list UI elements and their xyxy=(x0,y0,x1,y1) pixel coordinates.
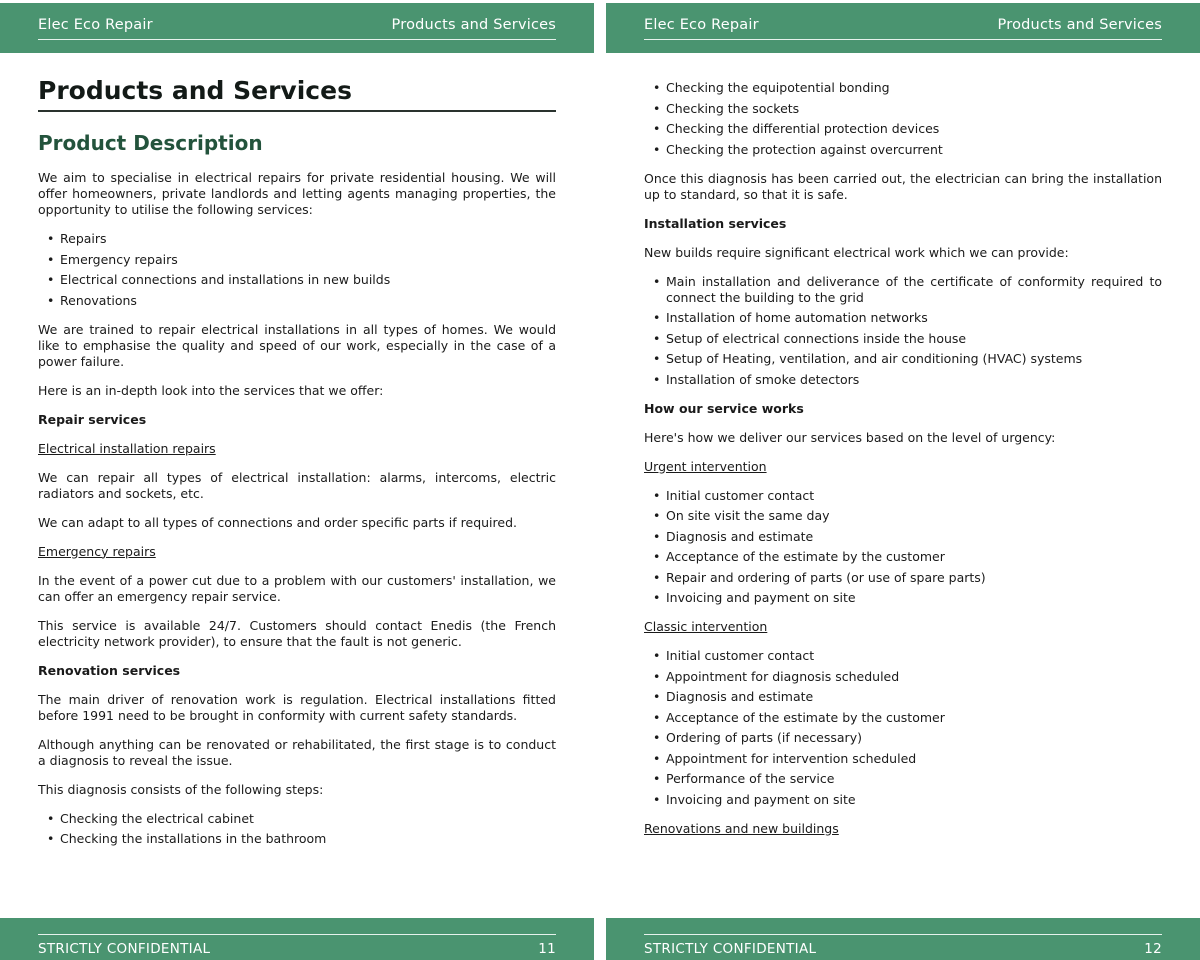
classic-intervention-heading: Classic intervention xyxy=(644,619,768,634)
header-company: Elec Eco Repair xyxy=(644,17,759,33)
list-item: • Diagnosis and estimate xyxy=(644,529,1162,545)
electrical-repairs-paragraph: We can repair all types of electrical installation: alarms, intercoms, electric radiators and sockets, etc. xyxy=(38,469,556,501)
renovation-services-heading: Renovation services xyxy=(38,662,181,678)
urgent-intervention-heading: Urgent intervention xyxy=(644,458,767,474)
list-item: • Checking the installations in the bathroom xyxy=(38,831,556,847)
regulation-paragraph: The main driver of renovation work is regulation. Electrical installations fitted before 1991 need to be brought in conformity with current safety standards. xyxy=(38,691,556,723)
page-11 xyxy=(0,0,594,960)
page-number: 12 xyxy=(1144,941,1162,957)
page-number: 11 xyxy=(538,941,556,957)
emergency-paragraph: In the event of a power cut due to a problem with our customers' installation, we can offer an emergency repair service. xyxy=(38,572,556,604)
header-section: Products and Services xyxy=(391,17,556,33)
electrical-repairs-heading: Electrical installation repairs xyxy=(38,440,216,456)
page-footer xyxy=(606,918,1200,960)
adapt-paragraph: We can adapt to all types of connections and order specific parts if required. xyxy=(38,514,517,530)
list-item: • Invoicing and payment on site xyxy=(644,792,1162,808)
page-gutter xyxy=(594,0,606,960)
header-company: Elec Eco Repair xyxy=(38,17,153,33)
list-item: • Appointment for diagnosis scheduled xyxy=(644,669,1162,685)
installation-list xyxy=(644,274,1162,388)
trained-paragraph: We are trained to repair electrical installations in all types of homes. We would like to emphasise the quality and speed of our work, especially in the case of a power failure. xyxy=(38,321,556,369)
list-item: • On site visit the same day xyxy=(644,508,1162,524)
page-header xyxy=(606,3,1200,53)
after-diagnosis-paragraph: Once this diagnosis has been carried out, the electrician can bring the installation up to standard, so that it is safe. xyxy=(644,170,1162,202)
diagnosis-intro-paragraph: This diagnosis consists of the following steps: xyxy=(38,781,324,797)
renovations-new-buildings-heading: Renovations and new buildings xyxy=(644,820,839,836)
list-item: • Main installation and deliverance of the certificate of conformity required to connect the building to the grid xyxy=(644,274,1162,306)
how-service-works-heading: How our service works xyxy=(644,400,804,416)
list-item: • Checking the equipotential bonding xyxy=(644,80,1162,96)
page-header xyxy=(0,3,594,53)
availability-paragraph: This service is available 24/7. Customers should contact Enedis (the French electricity network provider), to ensure that the fault is not generic. xyxy=(38,617,556,649)
list-item: • Performance of the service xyxy=(644,771,1162,787)
list-item: • Acceptance of the estimate by the customer xyxy=(644,710,1162,726)
how-intro-paragraph: Here's how we deliver our services based on the level of urgency: xyxy=(644,429,1056,445)
list-item: • Emergency repairs xyxy=(38,252,556,268)
diagnosis-stage-paragraph: Although anything can be renovated or rehabilitated, the first stage is to conduct a diagnosis to reveal the issue. xyxy=(38,736,556,768)
classic-list xyxy=(644,648,1162,808)
urgent-list xyxy=(644,488,1162,607)
header-section: Products and Services xyxy=(997,17,1162,33)
list-item: • Initial customer contact xyxy=(644,488,1162,504)
list-item: • Checking the sockets xyxy=(644,101,1162,117)
list-item: • Initial customer contact xyxy=(644,648,1162,664)
installation-intro-paragraph: New builds require significant electrical work which we can provide: xyxy=(644,244,1069,260)
list-item: • Repair and ordering of parts (or use of spare parts) xyxy=(644,570,1162,586)
list-item: • Ordering of parts (if necessary) xyxy=(644,730,1162,746)
intro-paragraph: We aim to specialise in electrical repairs for private residential housing. We will offer homeowners, private landlords and letting agents managing properties, the opportunity to utilise the following services: xyxy=(38,170,556,217)
page-12 xyxy=(606,0,1200,960)
list-item: • Setup of Heating, ventilation, and air conditioning (HVAC) systems xyxy=(644,351,1162,367)
list-item: • Checking the electrical cabinet xyxy=(38,811,556,827)
list-item: • Checking the differential protection devices xyxy=(644,121,1162,137)
look-into-paragraph: Here is an in-depth look into the services that we offer: xyxy=(38,382,384,398)
list-item: • Repairs xyxy=(38,231,556,247)
list-item: • Acceptance of the estimate by the customer xyxy=(644,549,1162,565)
list-item: • Electrical connections and installations in new builds xyxy=(38,272,556,288)
section-heading-product-description: Product Description xyxy=(38,131,263,155)
installation-services-heading: Installation services xyxy=(644,215,787,231)
footer-confidential: STRICTLY CONFIDENTIAL xyxy=(644,941,817,957)
page-content xyxy=(644,80,1162,850)
page-content xyxy=(38,76,556,860)
list-item: • Appointment for intervention scheduled xyxy=(644,751,1162,767)
list-item: • Installation of home automation networks xyxy=(644,310,1162,326)
list-item: • Diagnosis and estimate xyxy=(644,689,1162,705)
page-footer xyxy=(0,918,594,960)
page-title: Products and Services xyxy=(38,76,556,112)
list-item: • Setup of electrical connections inside the house xyxy=(644,331,1162,347)
footer-confidential: STRICTLY CONFIDENTIAL xyxy=(38,941,211,957)
diagnosis-steps-list-continued xyxy=(644,80,1162,158)
list-item: • Invoicing and payment on site xyxy=(644,590,1162,606)
emergency-repairs-heading: Emergency repairs xyxy=(38,543,156,559)
diagnosis-steps-list xyxy=(38,811,556,848)
services-list xyxy=(38,231,556,309)
repair-services-heading: Repair services xyxy=(38,411,147,427)
list-item: • Renovations xyxy=(38,293,556,309)
list-item: • Checking the protection against overcurrent xyxy=(644,142,1162,158)
list-item: • Installation of smoke detectors xyxy=(644,372,1162,388)
